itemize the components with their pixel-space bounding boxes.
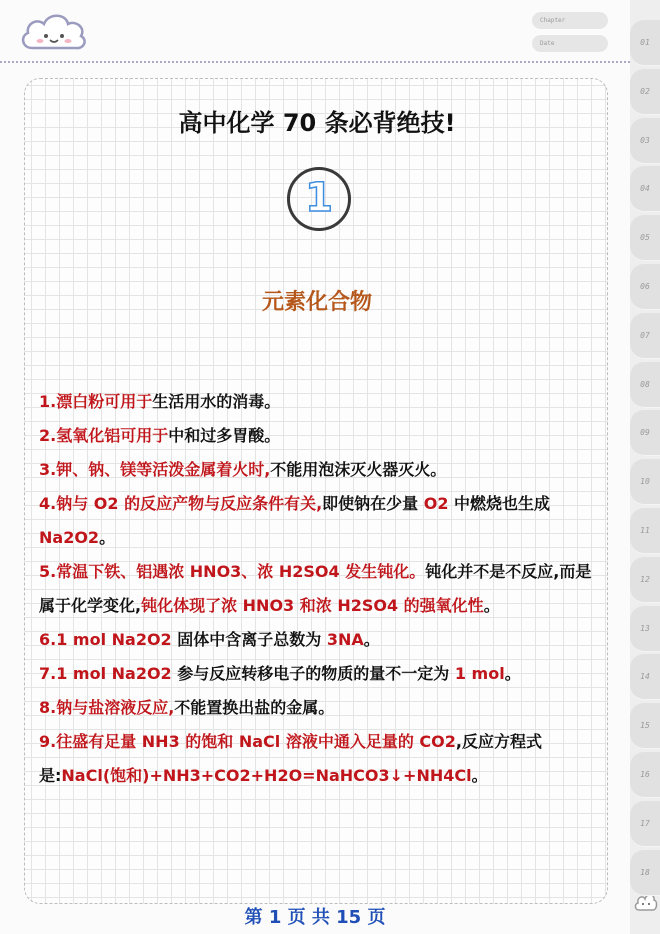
chapter-tab[interactable]: 13 xyxy=(630,606,660,652)
page-counter: 第 1 页 共 15 页 xyxy=(244,907,386,928)
dotted-divider xyxy=(0,61,630,63)
chapter-tab[interactable]: 15 xyxy=(630,703,660,749)
chapter-tab-strip xyxy=(630,0,660,934)
body-text: 中燃烧也生成 xyxy=(448,494,551,513)
chapter-tab[interactable]: 14 xyxy=(630,654,660,700)
highlighted-text: 3NA xyxy=(326,630,364,649)
content-card xyxy=(24,78,608,904)
date-field[interactable]: Date xyxy=(532,35,608,52)
body-text: 。 xyxy=(483,596,500,615)
chapter-tab[interactable]: 03 xyxy=(630,118,660,164)
body-text: 固体中含离子总数为 xyxy=(177,630,327,649)
body-text: 不能用泡沫灭火器灭火。 xyxy=(270,460,447,479)
chapter-field[interactable]: Chapter xyxy=(532,12,608,29)
list-item xyxy=(39,487,599,555)
list-item xyxy=(39,453,599,487)
highlighted-text: 1 mol xyxy=(454,664,505,683)
list-item xyxy=(39,623,599,657)
body-text: 生活用水的消毒。 xyxy=(152,392,281,411)
chapter-tab[interactable]: 16 xyxy=(630,752,660,798)
body-text: 不能置换出盐的金属。 xyxy=(174,698,335,717)
list-item xyxy=(39,419,599,453)
chapter-tab[interactable]: 17 xyxy=(630,801,660,847)
cloud-icon xyxy=(18,10,90,54)
highlighted-text: 3.钾、钠、镁等活泼金属着火时, xyxy=(39,460,271,479)
highlighted-text: 6.1 mol Na2O2 xyxy=(39,630,178,649)
section-number-badge: 1 xyxy=(287,167,351,231)
body-text: 。 xyxy=(471,766,488,785)
body-text: 。 xyxy=(504,664,521,683)
chapter-tab[interactable]: 05 xyxy=(630,215,660,261)
list-item xyxy=(39,725,599,793)
item-list xyxy=(39,385,599,793)
highlighted-text: 4.钠与 O2 的反应产物与反应条件有关, xyxy=(39,494,323,513)
chapter-tab[interactable]: 10 xyxy=(630,459,660,505)
chapter-tab[interactable]: 11 xyxy=(630,508,660,554)
highlighted-text: NaCl(饱和)+NH3+CO2+H2O=NaHCO3↓+NH4Cl xyxy=(61,766,472,785)
chapter-tab[interactable]: 18 xyxy=(630,850,660,896)
list-item xyxy=(39,555,599,623)
highlighted-text: 7.1 mol Na2O2 xyxy=(39,664,178,683)
chapter-tab[interactable]: 08 xyxy=(630,362,660,408)
chapter-tab[interactable]: 07 xyxy=(630,313,660,359)
chapter-tab[interactable]: 06 xyxy=(630,264,660,310)
chapter-tab[interactable]: 02 xyxy=(630,69,660,115)
highlighted-text: Na2O2 xyxy=(39,528,100,547)
body-text: 钝化并不是不反应,而是属于化学变化, xyxy=(39,562,592,615)
list-item xyxy=(39,385,599,419)
highlighted-text: 钝化体现了浓 HNO3 和浓 H2SO4 的强氧化性 xyxy=(141,596,484,615)
section-title: 元素化合物 xyxy=(261,290,372,315)
body-text: 。 xyxy=(363,630,380,649)
chapter-tab[interactable]: 01 xyxy=(630,20,660,66)
body-text: 。 xyxy=(99,528,116,547)
page-title: 高中化学 70 条必背绝技! xyxy=(178,109,456,137)
body-text: 参与反应转移电子的物质的量不一定为 xyxy=(177,664,455,683)
body-text: 中和过多胃酸。 xyxy=(168,426,281,445)
chapter-tab[interactable]: 04 xyxy=(630,166,660,212)
highlighted-text: 1.漂白粉可用于 xyxy=(39,392,153,411)
highlighted-text: 2.氢氧化铝可用于 xyxy=(39,426,169,445)
chapter-tab[interactable]: 12 xyxy=(630,557,660,603)
highlighted-text: 5.常温下铁、铝遇浓 HNO3、浓 H2SO4 发生钝化。 xyxy=(39,562,426,581)
highlighted-text: 9.往盛有足量 NH3 的饱和 NaCl 溶液中通入足量的 CO2 xyxy=(39,732,456,751)
highlighted-text: O2 xyxy=(423,494,449,513)
body-text: ,反应方程式是: xyxy=(39,732,542,785)
highlighted-text: 8.钠与盐溶液反应, xyxy=(39,698,175,717)
list-item xyxy=(39,657,599,691)
chapter-tab[interactable]: 09 xyxy=(630,410,660,456)
list-item xyxy=(39,691,599,725)
body-text: 即使钠在少量 xyxy=(322,494,424,513)
